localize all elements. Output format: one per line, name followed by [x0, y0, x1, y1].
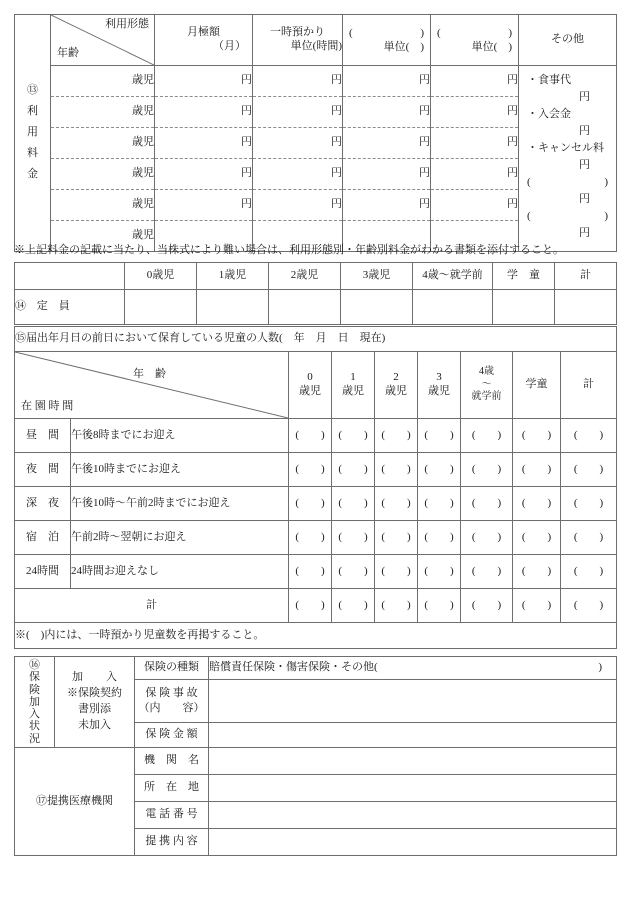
- insurance-field-label-accident: [135, 680, 209, 723]
- medical-row: [15, 748, 617, 775]
- capacity-row-label: [15, 290, 125, 325]
- children-col-age1-num: 1: [350, 371, 356, 384]
- fees-side-label-text: ⑬ 利 用 料 金: [27, 83, 38, 180]
- children-col-age3-unit: 歳児: [428, 385, 450, 397]
- children-cell-total[interactable]: ( ): [561, 521, 617, 555]
- children-cell-schoolchild[interactable]: ( ): [513, 453, 561, 487]
- children-cell-age2[interactable]: ( ): [375, 521, 418, 555]
- children-diagonal-header: [15, 352, 289, 419]
- children-total-age1[interactable]: ( ): [332, 589, 375, 623]
- fees-col-other1-unit: 単位( ): [383, 41, 424, 53]
- fees-col-other1-close: ): [420, 26, 424, 39]
- insurance-type-row: [15, 657, 617, 680]
- capacity-value-age2[interactable]: [269, 290, 341, 325]
- insurance-side-label: [15, 659, 54, 745]
- children-col-age1-unit: 歳児: [342, 385, 364, 397]
- children-cell-age1[interactable]: ( ): [332, 453, 375, 487]
- insurance-field-value-type[interactable]: [209, 657, 617, 680]
- children-col-age2: [375, 352, 418, 419]
- children-total-row: [15, 589, 617, 623]
- children-note-row: [15, 623, 617, 649]
- insurance-field-label-type: 保険の種類: [135, 657, 209, 680]
- capacity-value-total[interactable]: [555, 290, 617, 325]
- fees-row-label[interactable]: 歳児: [51, 128, 155, 159]
- children-cell-age0[interactable]: ( ): [289, 453, 332, 487]
- fees-cell-other1[interactable]: 円: [343, 66, 431, 97]
- children-cell-age3[interactable]: ( ): [418, 521, 461, 555]
- children-row: [15, 487, 617, 521]
- children-title: ⑮届出年月日の前日において保育している児童の人数( 年 月 日 現在): [15, 327, 617, 352]
- children-row-desc: 24時間お迎えなし: [71, 555, 289, 589]
- fees-row-label[interactable]: 歳児: [51, 97, 155, 128]
- fees-other-item-cancel-unit: 円: [579, 159, 590, 172]
- children-row-time: 夜 間: [15, 453, 71, 487]
- insurance-side-label-text: ⑯ 保 険 加 入 状 況: [29, 658, 40, 745]
- fees-col-monthly-line1: 月極額: [187, 26, 220, 39]
- children-cell-age2[interactable]: ( ): [375, 487, 418, 521]
- children-title-row: [15, 327, 617, 352]
- children-col-age4-line1: 4歳: [479, 366, 494, 378]
- fees-other-item-entry-unit: 円: [579, 125, 590, 138]
- children-age-label: 年 齢: [133, 368, 166, 380]
- insurance-field-value-accident[interactable]: [209, 680, 617, 723]
- children-row-desc: 午後10時～午前2時までにお迎え: [71, 487, 289, 521]
- fees-cell-temporary[interactable]: 円: [253, 190, 343, 221]
- children-col-age0-num: 0: [307, 371, 313, 384]
- children-row-time: 昼 間: [15, 419, 71, 453]
- children-cell-age1[interactable]: ( ): [332, 419, 375, 453]
- capacity-table: [14, 262, 617, 325]
- fees-col-monthly-line2: （月）: [213, 40, 246, 52]
- children-cell-age4-preschool[interactable]: ( ): [461, 453, 513, 487]
- children-cell-age1[interactable]: ( ): [332, 555, 375, 589]
- fees-cell-monthly[interactable]: 円: [155, 66, 253, 97]
- children-row: [15, 419, 617, 453]
- fees-side-label: [15, 77, 50, 190]
- fees-col-other2-close: ): [508, 26, 512, 39]
- insurance-accident-label-line2: （内 容）: [138, 702, 205, 714]
- children-total-label: 計: [15, 589, 289, 623]
- children-row: [15, 453, 617, 487]
- fees-cell-other2[interactable]: 円: [431, 66, 519, 97]
- fees-row-label[interactable]: 歳児: [51, 221, 155, 252]
- children-row-desc: 午後10時までにお迎え: [71, 453, 289, 487]
- children-cell-age2[interactable]: ( ): [375, 555, 418, 589]
- fees-other-blank-2[interactable]: ( ): [527, 210, 608, 223]
- fees-table: [14, 14, 617, 252]
- children-col-age4-preschool: [461, 352, 513, 419]
- children-cell-age0[interactable]: ( ): [289, 521, 332, 555]
- fees-cell-other2[interactable]: 円: [431, 159, 519, 190]
- children-cell-age3[interactable]: ( ): [418, 419, 461, 453]
- children-cell-age4-preschool[interactable]: ( ): [461, 487, 513, 521]
- fees-col-others: その他: [519, 15, 617, 66]
- insurance-medical-table: [14, 656, 617, 856]
- children-total-age4-preschool[interactable]: ( ): [461, 589, 513, 623]
- fees-usage-type-label: 利用形態: [105, 18, 149, 30]
- children-cell-age0[interactable]: ( ): [289, 487, 332, 521]
- fees-cell-other2[interactable]: 円: [431, 128, 519, 159]
- children-header-row: [15, 352, 617, 419]
- children-cell-age4-preschool[interactable]: ( ): [461, 419, 513, 453]
- insurance-status-contract-note: ※保険契約: [67, 687, 122, 700]
- capacity-value-row: [15, 290, 617, 325]
- medical-value-institution-name[interactable]: [209, 748, 617, 775]
- fees-cell-monthly[interactable]: 円: [155, 190, 253, 221]
- medical-value-phone[interactable]: [209, 802, 617, 829]
- medical-label-institution-name: 機 関 名: [135, 748, 209, 775]
- fees-col-temporary: [253, 15, 343, 66]
- insurance-accident-label-line1: 保 険 事 故: [145, 687, 198, 700]
- fees-cell-other1[interactable]: 円: [343, 128, 431, 159]
- fees-header-row: [15, 15, 617, 66]
- children-cell-age0[interactable]: ( ): [289, 555, 332, 589]
- children-cell-schoolchild[interactable]: ( ): [513, 419, 561, 453]
- children-col-age0: [289, 352, 332, 419]
- children-cell-total[interactable]: ( ): [561, 555, 617, 589]
- children-cell-schoolchild[interactable]: ( ): [513, 487, 561, 521]
- children-cell-age4-preschool[interactable]: ( ): [461, 521, 513, 555]
- children-cell-schoolchild[interactable]: ( ): [513, 521, 561, 555]
- fees-other-blank-1-unit: 円: [579, 193, 590, 206]
- capacity-col-schoolchild: 学 童: [493, 263, 555, 290]
- fees-other-item-meal: ・食事代: [527, 74, 571, 86]
- children-cell-age1[interactable]: ( ): [332, 487, 375, 521]
- medical-value-cooperation[interactable]: [209, 829, 617, 856]
- children-count-table: [14, 326, 617, 649]
- children-cell-schoolchild[interactable]: ( ): [513, 555, 561, 589]
- capacity-col-age4-preschool: 4歳～就学前: [413, 263, 493, 290]
- insurance-type-close-paren: ): [598, 661, 602, 674]
- children-col-age2-unit: 歳児: [385, 385, 407, 397]
- fees-cell-monthly[interactable]: 円: [155, 97, 253, 128]
- medical-label-cooperation: 提 携 内 容: [135, 829, 209, 856]
- insurance-status-not-enrolled: 未加入: [78, 718, 111, 731]
- capacity-value-age3[interactable]: [341, 290, 413, 325]
- fees-cell-monthly[interactable]: 円: [155, 128, 253, 159]
- children-col-age0-unit: 歳児: [299, 385, 321, 397]
- fees-col-other1: [343, 15, 431, 66]
- capacity-value-age4-preschool[interactable]: [413, 290, 493, 325]
- medical-label-phone: 電 話 番 号: [135, 802, 209, 829]
- children-cell-age0[interactable]: ( ): [289, 419, 332, 453]
- children-col-schoolchild: 学童: [513, 352, 561, 419]
- capacity-col-age1: 1歳児: [197, 263, 269, 290]
- fees-row-label[interactable]: 歳児: [51, 66, 155, 97]
- capacity-corner-cell: [15, 263, 125, 290]
- children-row-desc: 午後8時までにお迎え: [71, 419, 289, 453]
- fees-cell-monthly[interactable]: 円: [155, 159, 253, 190]
- fees-note: ※上記料金の記載に当たり、当株式により難い場合は、利用形態別・年齢別料金がわかる書類を添付すること。: [14, 244, 564, 256]
- children-row: [15, 521, 617, 555]
- fees-cell-other1[interactable]: 円: [343, 159, 431, 190]
- insurance-type-options: 賠償責任保険・傷害保険・その他(: [209, 661, 378, 674]
- children-cell-total[interactable]: ( ): [561, 487, 617, 521]
- capacity-col-age2: 2歳児: [269, 263, 341, 290]
- fees-row: [15, 66, 617, 97]
- fees-diagonal-header: [51, 15, 155, 66]
- children-row-desc: 午前2時～翌朝にお迎え: [71, 521, 289, 555]
- capacity-value-schoolchild[interactable]: [493, 290, 555, 325]
- capacity-header-row: [15, 263, 617, 290]
- children-col-age2-num: 2: [393, 371, 399, 384]
- fees-cell-temporary[interactable]: 円: [253, 66, 343, 97]
- fees-col-monthly: [155, 15, 253, 66]
- insurance-status-enrolled: 加 入: [72, 671, 123, 684]
- fees-cell-other2[interactable]: 円: [431, 97, 519, 128]
- capacity-value-age1[interactable]: [197, 290, 269, 325]
- fees-cell-temporary[interactable]: 円: [253, 97, 343, 128]
- fees-row-label[interactable]: 歳児: [51, 159, 155, 190]
- children-row-time: 24時間: [15, 555, 71, 589]
- fees-cell-temporary[interactable]: 円: [253, 159, 343, 190]
- children-row-time: 宿 泊: [15, 521, 71, 555]
- fees-col-temporary-line2: 単位(時間): [290, 40, 342, 52]
- fees-col-other2: [431, 15, 519, 66]
- children-cell-age3[interactable]: ( ): [418, 487, 461, 521]
- capacity-row-text: 定 員: [36, 300, 70, 313]
- insurance-field-value-amount[interactable]: [209, 723, 617, 748]
- children-cell-total[interactable]: ( ): [561, 453, 617, 487]
- children-row-time: 深 夜: [15, 487, 71, 521]
- fees-col-other2-unit: 単位( ): [471, 41, 512, 53]
- fees-other-list: [519, 66, 616, 246]
- insurance-field-label-amount: 保 険 金 額: [135, 723, 209, 748]
- children-cell-total[interactable]: ( ): [561, 419, 617, 453]
- children-col-total: 計: [561, 352, 617, 419]
- medical-section-label: ⑰提携医療機関: [15, 748, 135, 856]
- medical-value-address[interactable]: [209, 775, 617, 802]
- fees-col-other1-open: (: [349, 26, 353, 39]
- children-col-age3: [418, 352, 461, 419]
- fees-other-blank-2-unit: 円: [579, 227, 590, 240]
- children-col-age4-line2: ～: [481, 378, 492, 390]
- children-cell-age3[interactable]: ( ): [418, 555, 461, 589]
- fees-side-label-cell: [15, 15, 51, 252]
- capacity-col-age0: 0歳児: [125, 263, 197, 290]
- capacity-row-number: ⑭: [15, 300, 26, 313]
- children-total-schoolchild[interactable]: ( ): [513, 589, 561, 623]
- medical-label-address: 所 在 地: [135, 775, 209, 802]
- children-total-age0[interactable]: ( ): [289, 589, 332, 623]
- fees-col-temporary-line1: 一時預かり: [270, 26, 325, 39]
- children-total-age2[interactable]: ( ): [375, 589, 418, 623]
- fees-other-item-meal-unit: 円: [579, 91, 590, 104]
- children-col-age3-num: 3: [436, 371, 442, 384]
- fees-age-label: 年齢: [57, 47, 79, 60]
- children-total-total[interactable]: ( ): [561, 589, 617, 623]
- children-cell-age3[interactable]: ( ): [418, 453, 461, 487]
- capacity-col-age3: 3歳児: [341, 263, 413, 290]
- children-cell-age1[interactable]: ( ): [332, 521, 375, 555]
- children-cell-age2[interactable]: ( ): [375, 453, 418, 487]
- insurance-status-contract-attached: 書別添: [78, 703, 111, 715]
- insurance-side-label-cell: [15, 657, 55, 748]
- children-col-age1: [332, 352, 375, 419]
- children-cell-age4-preschool[interactable]: ( ): [461, 555, 513, 589]
- fees-cell-temporary[interactable]: 円: [253, 128, 343, 159]
- fees-other-blank-1[interactable]: ( ): [527, 176, 608, 189]
- children-col-age4-line3: 就学前: [471, 391, 502, 403]
- children-total-age3[interactable]: ( ): [418, 589, 461, 623]
- insurance-status-cell[interactable]: [55, 657, 135, 748]
- fees-other-item-entry: ・入会金: [527, 108, 571, 121]
- fees-col-other2-open: (: [437, 26, 441, 39]
- fees-cell-other2[interactable]: 円: [431, 190, 519, 221]
- fees-other-column-cell[interactable]: [519, 66, 617, 252]
- children-row: [15, 555, 617, 589]
- children-stay-time-label: 在 園 時 間: [21, 400, 74, 413]
- fees-row-label[interactable]: 歳児: [51, 190, 155, 221]
- capacity-value-age0[interactable]: [125, 290, 197, 325]
- children-cell-age2[interactable]: ( ): [375, 419, 418, 453]
- fees-cell-other1[interactable]: 円: [343, 190, 431, 221]
- fees-cell-other1[interactable]: 円: [343, 97, 431, 128]
- children-note: ※( )内には、一時預かり児童数を再掲すること。: [15, 623, 617, 649]
- capacity-col-total: 計: [555, 263, 617, 290]
- fees-other-item-cancel: ・キャンセル料: [527, 142, 604, 155]
